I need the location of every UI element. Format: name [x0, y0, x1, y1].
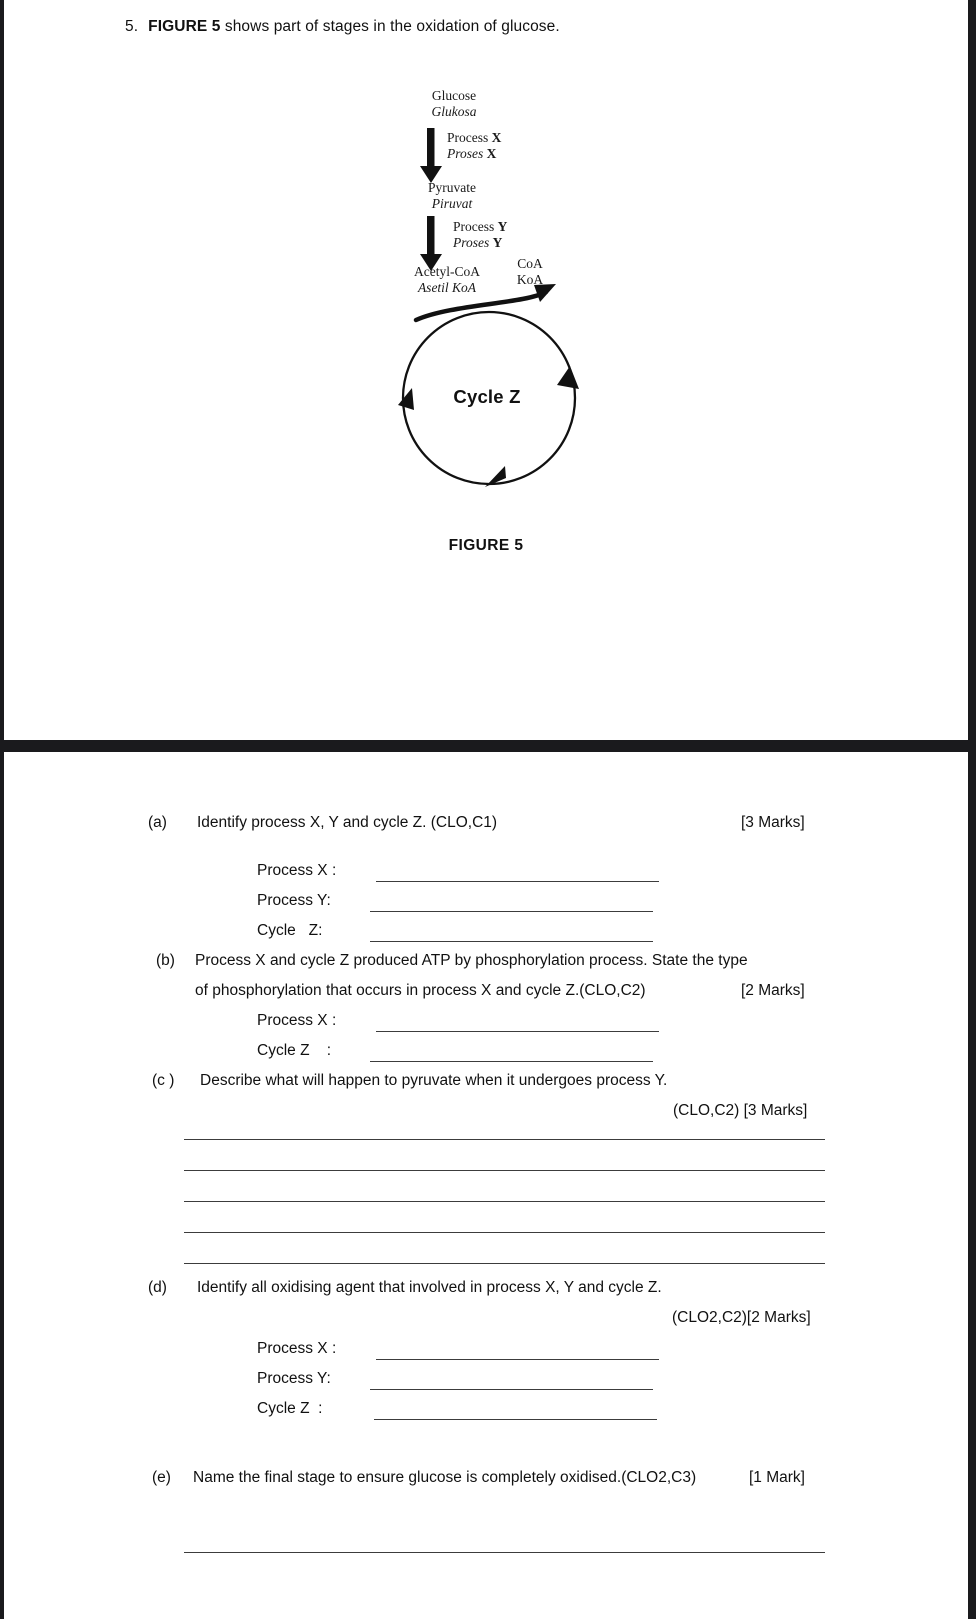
process-x-english: Process X	[447, 130, 502, 145]
answer-label-d-process-x: Process X :	[257, 1340, 337, 1357]
node-glucose-english: Glucose	[431, 88, 477, 103]
answer-rule-c-4[interactable]	[184, 1232, 825, 1233]
question-b-marker: (b)	[156, 952, 175, 969]
node-acetyl-malay: Asetil KoA	[417, 279, 477, 295]
question-e-marks: [1 Mark]	[749, 1469, 805, 1486]
question-a-marker: (a)	[148, 814, 167, 831]
answer-rule-b-cycle-z[interactable]	[370, 1061, 653, 1062]
question-c-marker: (c )	[152, 1072, 175, 1089]
coa-flow-curve	[416, 292, 546, 320]
diagram-label-process-y	[453, 219, 507, 251]
question-b-marks: [2 Marks]	[741, 982, 805, 999]
cycle-arrowhead-right	[557, 366, 579, 389]
diagram-node-glucose	[406, 88, 502, 120]
answer-rule-e-1[interactable]	[184, 1552, 825, 1553]
answer-label-d-process-y: Process Y:	[257, 1370, 331, 1387]
node-glucose-malay: Glukosa	[431, 103, 477, 119]
page-sheet-bottom	[4, 752, 968, 1619]
diagram-label-process-x	[447, 130, 501, 162]
answer-rule-a-cycle-z[interactable]	[370, 941, 653, 942]
question-stem-text: shows part of stages in the oxidation of glucose.	[224, 18, 560, 35]
process-x-arrow	[420, 128, 442, 183]
question-d-marker: (d)	[148, 1279, 167, 1296]
question-e-text: Name the final stage to ensure glucose is completely oxidised.(CLO2,C3)	[193, 1469, 697, 1486]
page-separator	[0, 740, 976, 752]
coa-malay: KoA	[516, 271, 544, 287]
question-a-marks: [3 Marks]	[741, 814, 805, 831]
node-pyruvate-malay: Piruvat	[431, 195, 473, 211]
process-y-malay: Proses Y	[453, 234, 503, 250]
cycle-z-label: Cycle Z	[453, 386, 521, 407]
answer-rule-a-process-x[interactable]	[376, 881, 659, 882]
figure-caption: FIGURE 5	[448, 537, 524, 554]
answer-rule-c-1[interactable]	[184, 1139, 825, 1140]
answer-rule-c-2[interactable]	[184, 1170, 825, 1171]
cycle-arrowhead-left	[398, 388, 414, 410]
diagram-node-acetyl-coa	[399, 264, 495, 296]
process-x-malay: Proses X	[447, 145, 497, 161]
question-c-marks: (CLO,C2) [3 Marks]	[673, 1102, 808, 1119]
diagram-label-coa	[509, 256, 551, 288]
question-stem	[125, 18, 560, 36]
question-b-text-line2: of phosphorylation that occurs in process X and cycle Z.(CLO,C2)	[195, 982, 646, 999]
question-a-text: Identify process X, Y and cycle Z. (CLO,C1)	[197, 814, 498, 831]
question-d-text: Identify all oxidising agent that involved in process X, Y and cycle Z.	[197, 1279, 662, 1296]
answer-label-d-cycle-z: Cycle Z :	[257, 1400, 323, 1417]
question-c-text: Describe what will happen to pyruvate when it undergoes process Y.	[200, 1072, 668, 1089]
answer-rule-d-process-x[interactable]	[376, 1359, 659, 1360]
answer-rule-a-process-y[interactable]	[370, 911, 653, 912]
glucose-oxidation-diagram	[374, 88, 604, 498]
answer-rule-c-3[interactable]	[184, 1201, 825, 1202]
answer-label-a-process-x: Process X :	[257, 862, 337, 879]
answer-rule-d-process-y[interactable]	[370, 1389, 653, 1390]
process-y-english: Process Y	[453, 219, 508, 234]
answer-rule-c-5[interactable]	[184, 1263, 825, 1264]
node-pyruvate-english: Pyruvate	[428, 180, 476, 195]
answer-rule-b-process-x[interactable]	[376, 1031, 659, 1032]
answer-label-a-process-y: Process Y:	[257, 892, 331, 909]
question-e-marker: (e)	[152, 1469, 171, 1486]
node-acetyl-english: Acetyl-CoA	[414, 264, 480, 279]
coa-english: CoA	[517, 256, 543, 271]
answer-label-a-cycle-z: Cycle Z:	[257, 922, 323, 939]
page-sheet-top	[4, 0, 968, 740]
answer-rule-d-cycle-z[interactable]	[374, 1419, 657, 1420]
diagram-node-pyruvate	[404, 180, 500, 212]
question-b-text-line1: Process X and cycle Z produced ATP by phosphorylation process. State the type	[195, 952, 748, 969]
question-d-marks: (CLO2,C2)[2 Marks]	[672, 1309, 811, 1326]
process-y-arrow	[420, 216, 442, 271]
figure-reference: FIGURE 5	[148, 18, 221, 35]
answer-label-b-process-x: Process X :	[257, 1012, 337, 1029]
answer-label-b-cycle-z: Cycle Z :	[257, 1042, 332, 1059]
question-number: 5.	[125, 18, 139, 35]
